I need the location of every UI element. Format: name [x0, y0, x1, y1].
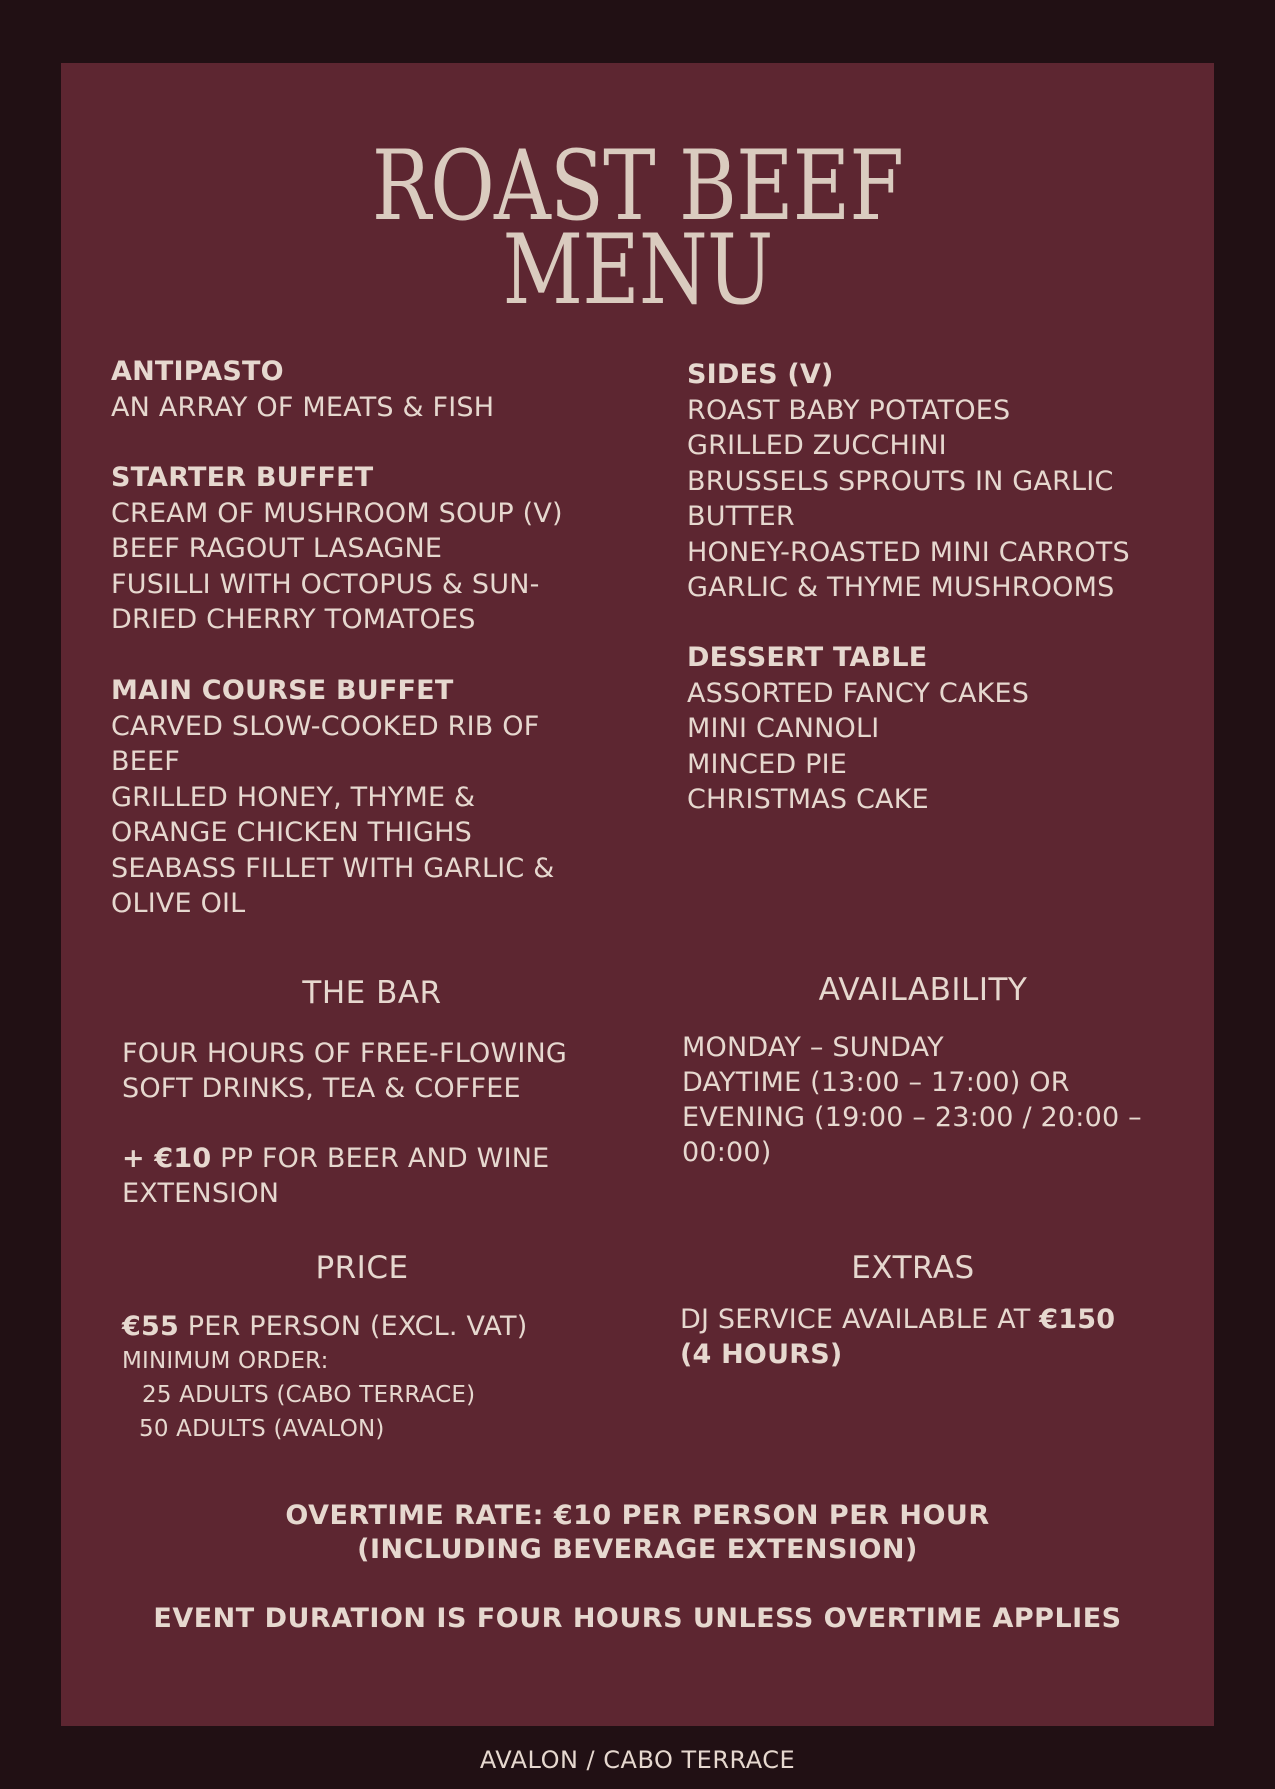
menu-item: OLIVE OIL	[111, 888, 246, 919]
main-course-heading: MAIN COURSE BUFFET	[111, 675, 454, 706]
bar-details	[122, 1036, 662, 1211]
menu-item: FUSILLI WITH OCTOPUS & SUN-	[111, 568, 540, 600]
sides-section	[687, 357, 1207, 606]
menu-item: ORANGE CHICKEN THIGHS	[111, 817, 472, 848]
menu-item: GRILLED HONEY, THYME &	[111, 781, 476, 813]
menu-item: BEEF	[111, 746, 180, 777]
overtime-rate: OVERTIME RATE: €10 PER PERSON PER HOUR	[285, 1500, 990, 1531]
bar-line: FOUR HOURS OF FREE-FLOWING	[122, 1038, 568, 1069]
bar-extension-line-2: EXTENSION	[122, 1178, 280, 1209]
menu-item: CARVED SLOW-COOKED RIB OF	[111, 710, 540, 742]
starter-section	[111, 460, 651, 638]
extras-details	[680, 1302, 1205, 1372]
menu-item: MINCED PIE	[687, 748, 848, 780]
availability-details	[682, 1030, 1202, 1170]
menu-item: CHRISTMAS CAKE	[687, 784, 929, 815]
bar-extension-price: + €10	[122, 1143, 212, 1174]
overtime-note: (INCLUDING BEVERAGE EXTENSION)	[357, 1534, 918, 1565]
minimum-order-item: 25 ADULTS (CABO TERRACE)	[142, 1382, 476, 1408]
menu-item: AN ARRAY OF MEATS & FISH	[111, 391, 495, 423]
availability-line: DAYTIME (13:00 – 17:00) OR	[682, 1067, 1070, 1098]
menu-item: HONEY-ROASTED MINI CARROTS	[687, 536, 1130, 568]
menu-item: SEABASS FILLET WITH GARLIC &	[111, 852, 555, 884]
minimum-order-label: MINIMUM ORDER:	[122, 1348, 329, 1374]
extras-price: €150	[1039, 1304, 1116, 1335]
menu-item: GRILLED ZUCCHINI	[687, 430, 947, 461]
availability-heading: AVAILABILITY	[818, 972, 1028, 1008]
bar-line: SOFT DRINKS, TEA & COFFEE	[122, 1073, 521, 1104]
menu-item: BRUSSELS SPROUTS IN GARLIC	[687, 465, 1114, 497]
menu-title-line-1: ROAST BEEF	[371, 130, 904, 242]
menu-title-line-2: MENU	[502, 214, 773, 326]
extras-heading: EXTRAS	[851, 1250, 975, 1286]
bar-extension	[122, 1141, 662, 1176]
menu-item: CREAM OF MUSHROOM SOUP (V)	[111, 497, 563, 529]
menu-item: DRIED CHERRY TOMATOES	[111, 604, 476, 635]
price-text: PER PERSON (EXCL. VAT)	[178, 1311, 528, 1342]
extras-line	[680, 1302, 1205, 1337]
extras-text: DJ SERVICE AVAILABLE AT	[680, 1304, 1040, 1335]
price-line	[122, 1309, 662, 1344]
menu-item: ASSORTED FANCY CAKES	[687, 677, 1030, 709]
venue-caption: AVALON / CABO TERRACE	[479, 1746, 796, 1774]
availability-line: EVENING (19:00 – 23:00 / 20:00 –	[682, 1102, 1142, 1133]
dessert-section	[687, 640, 1207, 818]
antipasto-section	[111, 354, 651, 425]
starter-heading: STARTER BUFFET	[111, 462, 374, 493]
menu-item: BUTTER	[687, 501, 795, 532]
extras-duration: (4 HOURS)	[680, 1339, 843, 1370]
minimum-order-item: 50 ADULTS (AVALON)	[139, 1416, 385, 1442]
menu-item: MINI CANNOLI	[687, 713, 880, 744]
bar-heading: THE BAR	[302, 975, 442, 1011]
menu-item: GARLIC & THYME MUSHROOMS	[687, 572, 1115, 603]
dessert-heading: DESSERT TABLE	[687, 642, 928, 673]
price-heading: PRICE	[315, 1250, 409, 1286]
main-course-section	[111, 673, 651, 922]
sides-heading: SIDES (V)	[687, 359, 834, 390]
menu-item: BEEF RAGOUT LASAGNE	[111, 533, 443, 564]
antipasto-heading: ANTIPASTO	[111, 356, 284, 387]
bar-extension-text: PP FOR BEER AND WINE	[211, 1143, 550, 1174]
availability-line: 00:00)	[682, 1137, 772, 1168]
menu-item: ROAST BABY POTATOES	[687, 394, 1011, 426]
event-duration-note: EVENT DURATION IS FOUR HOURS UNLESS OVERTIME APPLIES	[153, 1603, 1122, 1634]
availability-line: MONDAY – SUNDAY	[682, 1032, 944, 1063]
price-amount: €55	[122, 1311, 179, 1342]
price-details	[122, 1309, 662, 1446]
